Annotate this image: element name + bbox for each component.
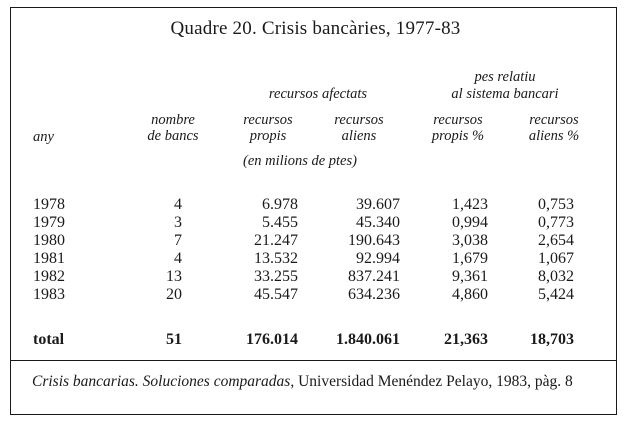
cell-bancs: 4 bbox=[174, 196, 182, 213]
cell-propis-pct: 1,679 bbox=[452, 250, 488, 267]
cell-bancs: 4 bbox=[174, 250, 182, 267]
header-aliens-line2: aliens bbox=[341, 128, 377, 144]
cell-aliens: 92.994 bbox=[356, 250, 400, 267]
cell-bancs: 3 bbox=[174, 214, 182, 231]
header-recursos-afectats: recursos afectats bbox=[268, 86, 368, 102]
header-propis-line1: recursos bbox=[243, 112, 293, 128]
cell-any: 1982 bbox=[33, 268, 65, 285]
cell-propis: 45.547 bbox=[254, 286, 298, 303]
header-nombre-line1: nombre bbox=[151, 112, 195, 128]
cell-any: 1981 bbox=[33, 250, 65, 267]
total-aliens: 1.840.061 bbox=[336, 331, 400, 348]
header-aliens-pct-line1: recursos bbox=[529, 112, 579, 128]
cell-bancs: 7 bbox=[174, 232, 182, 249]
total-bancs: 51 bbox=[166, 331, 182, 348]
header-any: any bbox=[33, 129, 54, 145]
cell-propis-pct: 9,361 bbox=[452, 268, 488, 285]
divider bbox=[10, 360, 617, 361]
cell-any: 1979 bbox=[33, 214, 65, 231]
cell-propis: 21.247 bbox=[254, 232, 298, 249]
cell-aliens: 837.241 bbox=[348, 268, 400, 285]
cell-any: 1983 bbox=[33, 286, 65, 303]
cell-any: 1978 bbox=[33, 196, 65, 213]
cell-aliens-pct: 0,753 bbox=[538, 196, 574, 213]
cell-aliens: 190.643 bbox=[348, 232, 400, 249]
cell-aliens-pct: 1,067 bbox=[538, 250, 574, 267]
cell-aliens-pct: 0,773 bbox=[538, 214, 574, 231]
cell-propis: 13.532 bbox=[254, 250, 298, 267]
header-propis-pct-line1: recursos bbox=[433, 112, 483, 128]
header-pes-line2: al sistema bancari bbox=[451, 86, 559, 102]
cell-propis: 5.455 bbox=[262, 214, 298, 231]
cell-aliens-pct: 5,424 bbox=[538, 286, 574, 303]
header-units: (en milions de ptes) bbox=[243, 153, 357, 169]
cell-bancs: 13 bbox=[166, 268, 182, 285]
cell-propis: 33.255 bbox=[254, 268, 298, 285]
total-propis: 176.014 bbox=[246, 331, 298, 348]
header-aliens-pct-line2: aliens % bbox=[528, 128, 580, 144]
source-rest: , Universidad Menéndez Pelayo, 1983, pàg. 8 bbox=[290, 373, 573, 390]
total-label: total bbox=[33, 331, 65, 348]
cell-propis-pct: 3,038 bbox=[452, 232, 488, 249]
header-aliens-line1: recursos bbox=[334, 112, 384, 128]
total-propis-pct: 21,363 bbox=[444, 331, 488, 348]
source-title: Crisis bancarias. Soluciones comparadas bbox=[32, 373, 291, 390]
header-propis-line2: propis bbox=[249, 128, 287, 144]
cell-propis: 6.978 bbox=[262, 196, 298, 213]
cell-aliens: 634.236 bbox=[348, 286, 400, 303]
cell-aliens-pct: 2,654 bbox=[538, 232, 574, 249]
header-propis-pct-line2: propis % bbox=[431, 128, 485, 144]
cell-aliens: 39.607 bbox=[356, 196, 400, 213]
cell-aliens-pct: 8,032 bbox=[538, 268, 574, 285]
cell-propis-pct: 1,423 bbox=[452, 196, 488, 213]
header-pes-line1: pes relatiu bbox=[474, 69, 536, 85]
cell-any: 1980 bbox=[33, 232, 65, 249]
header-nombre-line2: de bancs bbox=[147, 128, 199, 144]
total-aliens-pct: 18,703 bbox=[530, 331, 574, 348]
cell-propis-pct: 0,994 bbox=[452, 214, 488, 231]
table-title: Quadre 20. Crisis bancàries, 1977-83 bbox=[170, 18, 461, 39]
cell-aliens: 45.340 bbox=[356, 214, 400, 231]
source-note bbox=[32, 373, 602, 391]
cell-bancs: 20 bbox=[166, 286, 182, 303]
cell-propis-pct: 4,860 bbox=[452, 286, 488, 303]
